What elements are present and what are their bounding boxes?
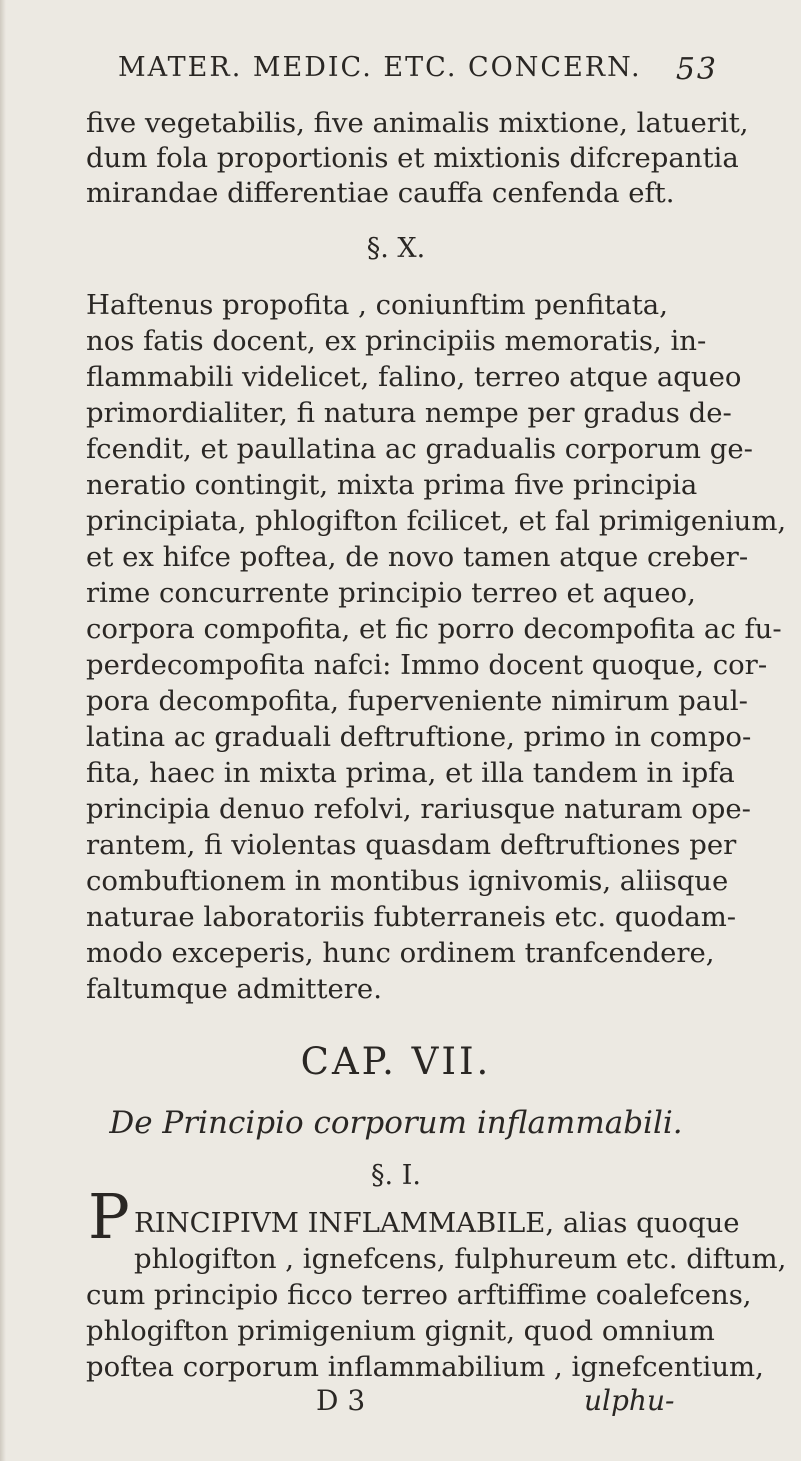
- drop-cap: P: [88, 1180, 130, 1253]
- text-line: cum principio ficco terreo arftiffime coalefcens,: [86, 1279, 752, 1311]
- text-line: primordialiter, fi natura nempe per gradus de-: [86, 397, 732, 429]
- catchword: ulphu-: [584, 1384, 675, 1417]
- text-line: faltumque admittere.: [86, 973, 382, 1005]
- text-line: Haftenus propofita , coniunftim penfitata,: [86, 289, 668, 321]
- text-line: nos fatis docent, ex principiis memoratis, in-: [86, 325, 707, 357]
- text-line: five vegetabilis, five animalis mixtione, latuerit,: [86, 107, 749, 139]
- text-line: principiata, phlogifton fcilicet, et fal primigenium,: [86, 505, 787, 537]
- signature-mark: D 3: [316, 1384, 366, 1417]
- text-line: pora decompofita, fuperveniente nimirum paul-: [86, 685, 748, 717]
- text-line: rime concurrente principio terreo et aqueo,: [86, 577, 696, 609]
- text-line: neratio contingit, mixta prima five principia: [86, 469, 698, 501]
- text-line: principia denuo refolvi, rariusque naturam ope-: [86, 793, 751, 825]
- text-line: latina ac graduali deftruftione, primo in compo-: [86, 721, 752, 753]
- text-line: poftea corporum inflammabilium , ignefcentium,: [86, 1351, 764, 1383]
- text-line: et ex hifce poftea, de novo tamen atque creber-: [86, 541, 749, 573]
- text-line: RINCIPIVM INFLAMMABILE, alias quoque: [134, 1207, 740, 1239]
- text-line: flammabili videlicet, falino, terreo atque aqueo: [86, 361, 742, 393]
- section-heading-i: §. I.: [371, 1160, 421, 1191]
- page-number: 53: [675, 52, 718, 87]
- text-line: phlogifton primigenium gignit, quod omnium: [86, 1315, 715, 1347]
- text-line: naturae laboratoriis fubterraneis etc. quodam-: [86, 901, 737, 933]
- text-line: rantem, fi violentas quasdam deftruftiones per: [86, 829, 737, 861]
- section-heading-x: §. X.: [366, 233, 426, 264]
- text-line: fcendit, et paullatina ac gradualis corporum ge-: [86, 433, 753, 465]
- text-line: fita, haec in mixta prima, et illa tandem in ipfa: [86, 757, 735, 789]
- text-line: dum fola proportionis et mixtionis difcrepantia: [86, 142, 739, 174]
- running-title: MATER. MEDIC. ETC. CONCERN.: [118, 52, 642, 83]
- text-line: modo exceperis, hunc ordinem tranfcendere,: [86, 937, 715, 969]
- text-line: phlogifton , ignefcens, fulphureum etc. diftum,: [134, 1243, 787, 1275]
- text-line: corpora compofita, et fic porro decompofita ac fu-: [86, 613, 782, 645]
- running-header: [118, 52, 718, 86]
- text-line: combuftionem in montibus ignivomis, aliisque: [86, 865, 729, 897]
- chapter-subtitle: De Principio corporum inflammabili.: [109, 1105, 683, 1141]
- chapter-heading: CAP. VII.: [300, 1040, 492, 1083]
- text-line: mirandae differentiae cauffa cenfenda eft.: [86, 177, 675, 209]
- text-line: perdecompofita nafci: Immo docent quoque, cor-: [86, 649, 768, 681]
